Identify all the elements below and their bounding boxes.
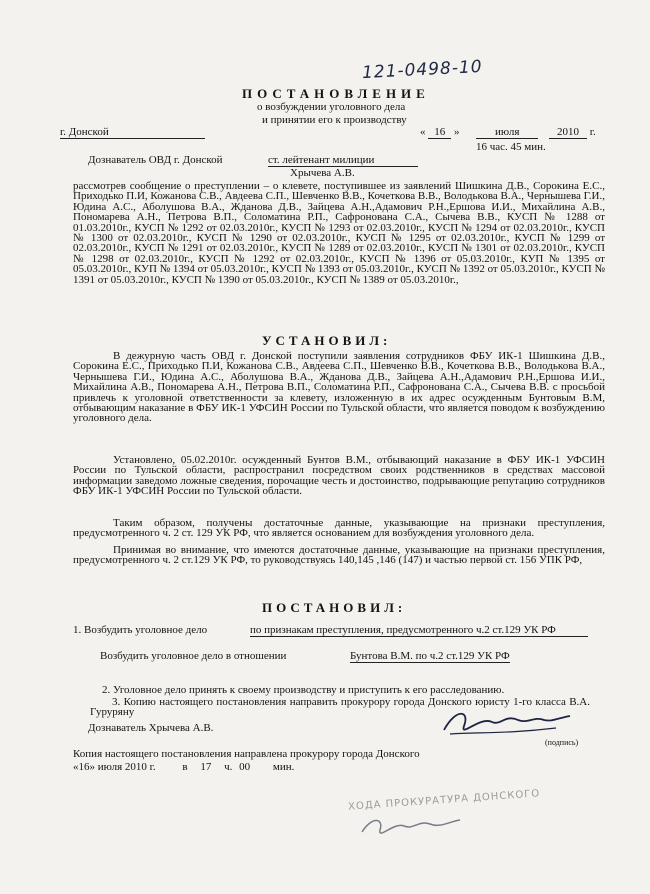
copy-date-open-quote: «	[73, 761, 79, 773]
established-heading: УСТАНОВИЛ:	[262, 333, 392, 348]
date-field	[420, 126, 596, 139]
document-title: ПОСТАНОВЛЕНИЕ	[242, 86, 430, 101]
copy-note-minute: 00	[239, 761, 251, 773]
date-time: 16 час. 45 мин.	[476, 141, 546, 153]
officer-label: Дознаватель ОВД г. Донской	[88, 154, 223, 166]
document-subtitle-line2: и принятии его к производству	[262, 114, 407, 126]
copy-note-at: в	[182, 761, 188, 773]
resolved-item1b-label: Возбудить уголовное дело в отношении	[100, 650, 287, 662]
prosecutor-stamp: ХОДА ПРОКУРАТУРА ДОНСКОГО	[347, 788, 541, 813]
place-field	[60, 126, 205, 139]
receipt-signature	[356, 810, 466, 846]
copy-note-line2	[73, 761, 294, 773]
date-year-suffix: г.	[589, 126, 596, 138]
signature-label: Дознаватель Хрычева А.В.	[88, 722, 214, 734]
resolved-item1b-value: Бунтова В.М. по ч.2 ст.129 УК РФ	[350, 650, 510, 662]
established-paragraph-2: Установлено, 05.02.2010г. осужденный Бунтов В.М., отбывающий наказание в ФБУ ИК-1 УФСИН России по Тульской области, распространил посредством своих родственников в средствах массовой информации заведомо ложные сведения, порочащие честь и достоинство, подрывающие репутацию сотрудников ФБУ ИК-1 УФСИН России по Тульской области.	[73, 454, 605, 498]
copy-note-line1: Копия настоящего постановления направлена прокурору города Донского	[73, 748, 420, 760]
resolved-item3: 3. Копию настоящего постановления направить прокурору города Донского юристу 1-го класса В.А. Гуруряну	[90, 696, 590, 719]
copy-note-minute-label: мин.	[272, 761, 295, 773]
copy-date-close-quote: »	[89, 761, 95, 773]
officer-rank: ст. лейтенант милиции	[268, 154, 418, 167]
intro-paragraph: рассмотрев сообщение о преступлении – о клевете, поступившее из заявлений Шишкина Д.В., Сорокина Е.С., Приходько П.И, Кожанова С.В., Авдеева С.П., Шевченко В.В., Кочеткова В.В., Володькова В.А., Чернышева Г.И., Юдина А.С., Аболушова В.А., Жданова Д.В., Зайцева А.Н.,Адамович Р.Н.,Ершова И.И., Михайлина А.В., Пономарева А.Н., Петрова В.П., Соломатина Р.П., Сафронована С.А., Сычева В.В., КУСП № 1288 от 01.03.2010г., КУСП № 1292 от 02.03.2010г., КУСП № 1293 от 02.03.2010г., КУСП № 1294 от 02.03.2010г., КУСП № 1300 от 02.03.2010г., КУСП № 1290 от 02.03.2010г., КУСП № 1295 от 02.03.2010г., КУСП № 1299 от 02.03.2010г., КУСП № 1291 от 02.03.2010г., КУСП № 1289 от 02.03.2010г., КУСП № 1301 от 02.03.2010г., КУСП № 1298 от 02.03.2010г., КУСП № 1292 от 02.03.2010г., КУСП № 1396 от 05.03.2010г., КУП № 1395 от 05.03.2010г., КУП № 1394 от 05.03.2010г., КУСП № 1393 от 05.03.2010г., КУСП № 1392 от 05.03.2010г., КУСП № 1391 от 05.03.2010г., КУСП № 1390 от 05.03.2010г., КУСП № 1389 от 05.03.2010г.,	[73, 180, 605, 286]
date-day: 16	[428, 126, 451, 139]
established-paragraph-3: Таким образом, получены достаточные данные, указывающие на признаки преступления, предусмотренного ч. 2 ст. 129 УК РФ, что является основанием для возбуждения уголовного дела.	[73, 517, 605, 540]
resolved-item1-label: 1. Возбудить уголовное дело	[73, 624, 208, 636]
place-text: г. Донской	[60, 126, 109, 138]
resolved-item1-value: по признакам преступления, предусмотренного ч.2 ст.129 УК РФ	[250, 624, 588, 637]
officer-name: Хрычева А.В.	[290, 167, 355, 179]
date-year: 2010	[549, 126, 587, 139]
copy-note-month-year: июля 2010 г.	[97, 761, 156, 773]
resolved-heading: ПОСТАНОВИЛ:	[262, 600, 407, 615]
copy-note-day: 16	[78, 761, 90, 773]
document-subtitle-line1: о возбуждении уголовного дела	[257, 101, 406, 113]
resolved-item2: 2. Уголовное дело принять к своему производству и приступить к его расследованию.	[102, 684, 505, 696]
date-close-quote: »	[454, 126, 460, 138]
date-open-quote: «	[420, 126, 426, 138]
copy-note-hour-label: ч.	[224, 761, 233, 773]
established-paragraph-1: В дежурную часть ОВД г. Донской поступили заявления сотрудников ФБУ ИК-1 Шишкина Д.В., Сорокина Е.С., Приходько П.И, Кожанова С.В., Авдеева С.П., Шевченко В.В., Кочеткова В.В., Володькова В.А., Чернышева Г.И., Юдина А.С., Аболушова В.А., Жданова Д.В., Зайцева А.Н.,Адамович Р.Н.,Ершова И.И., Михайлина А.В., Пономарева А.Н., Петрова В.П., Соломатина Р.П., Сафронована С.А., Сычева В.В. с просьбой привлечь к уголовной ответственности за клевету, изложенную в их адрес осужденным Бунтовым В.М, отбывающим наказание в ФБУ ИК-1 УФСИН России по Тульской области, что является поводом к возбуждению уголовного дела.	[73, 350, 605, 425]
signature-caption: (подпись)	[545, 738, 579, 747]
handwritten-registration-number: 121-0498-10	[361, 56, 484, 84]
established-paragraph-4: Принимая во внимание, что имеются достаточные данные, указывающие на признаки преступления, предусмотренного ч. 2 ст.129 УК РФ, то руководствуясь 140,145 ,146 (147) и частью первой ст. 156 УПК РФ,	[73, 544, 605, 567]
copy-note-hour: 17	[200, 761, 212, 773]
date-month: июля	[476, 126, 538, 139]
